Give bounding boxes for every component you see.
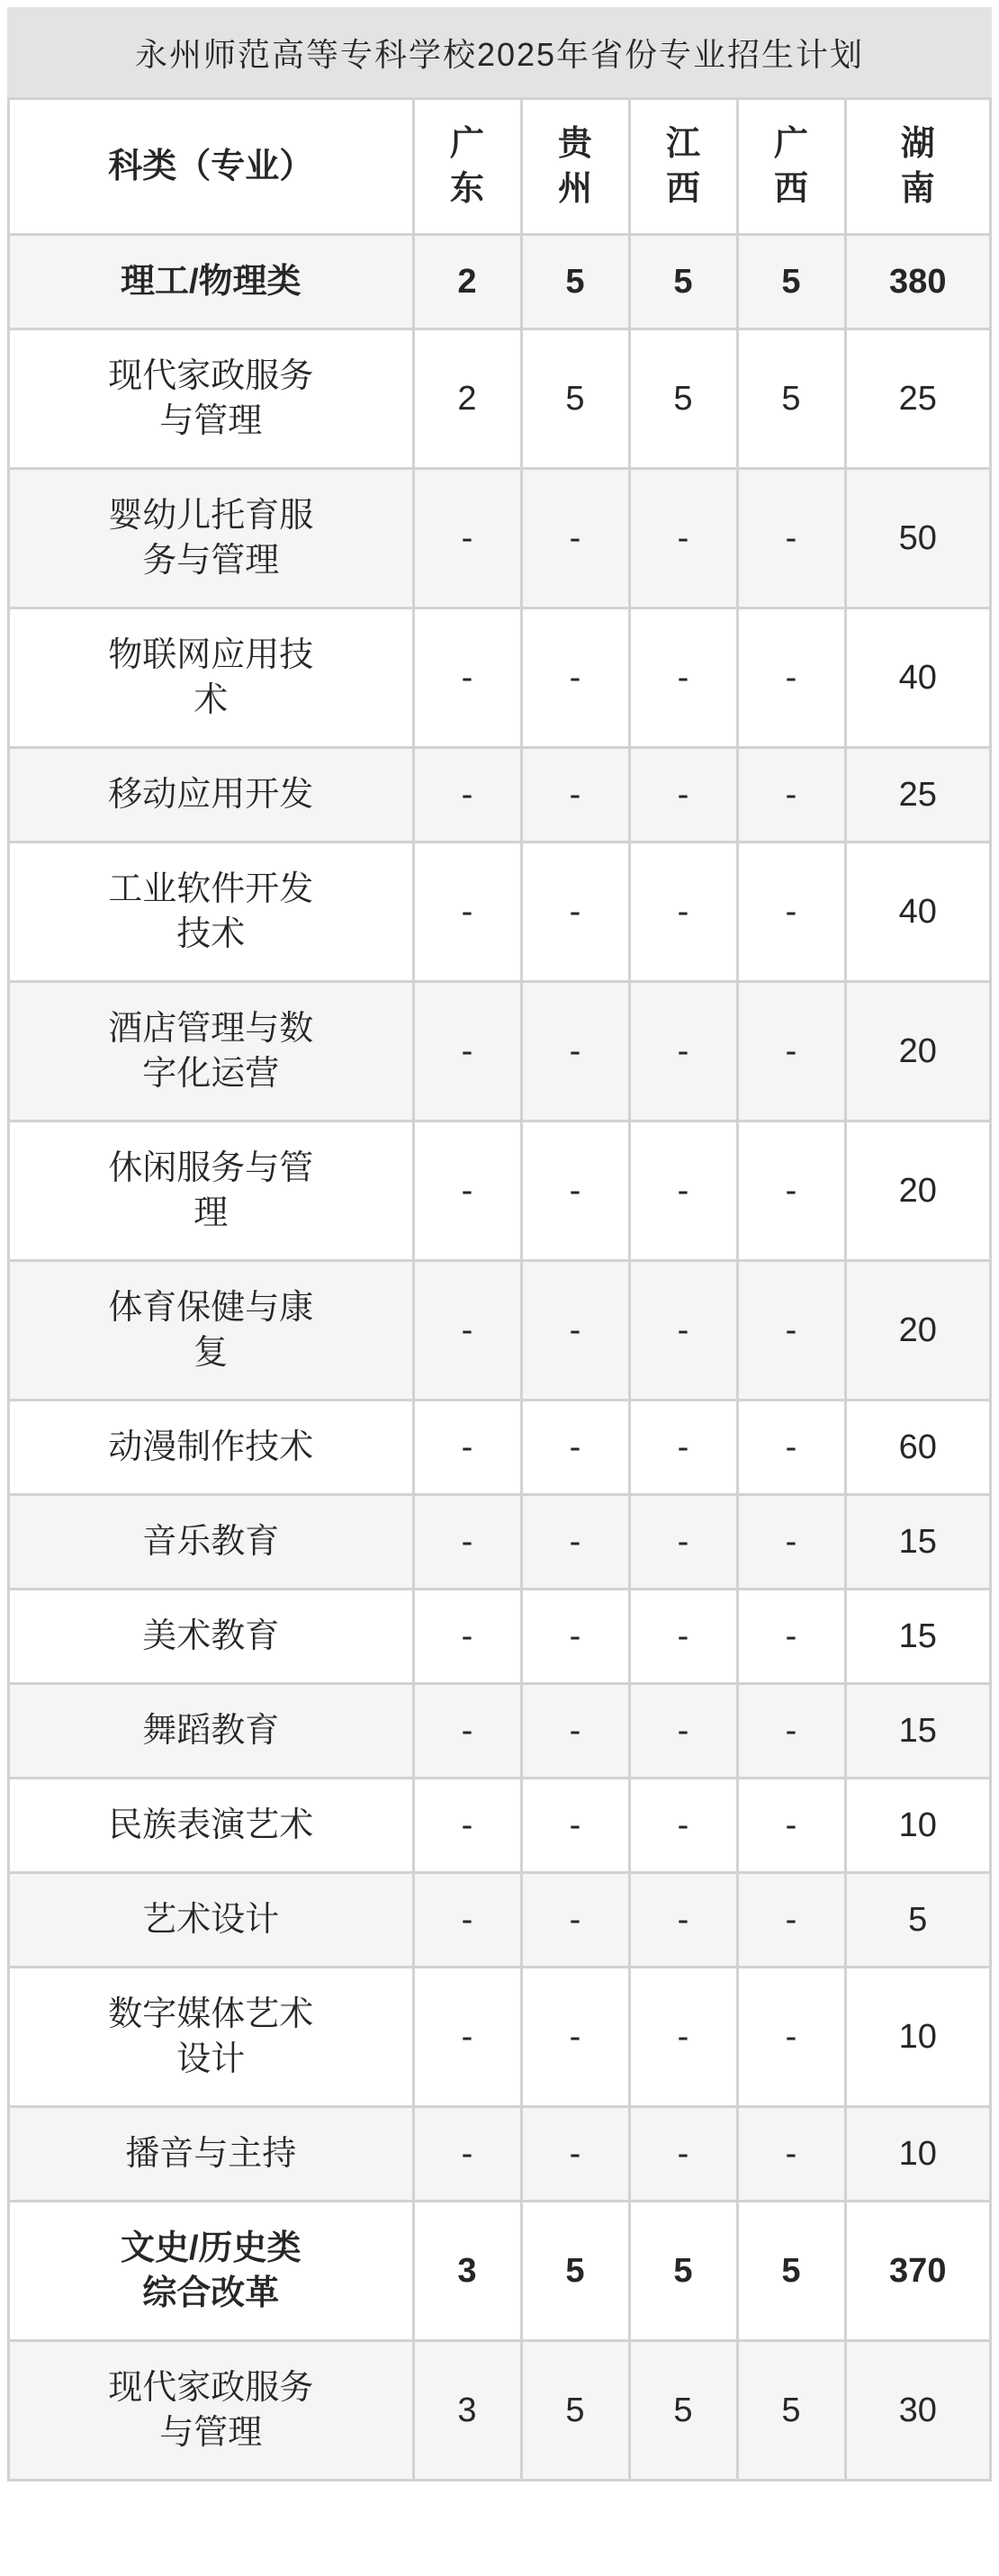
plan-value-cell: - <box>413 1684 521 1779</box>
plan-value-cell: - <box>737 1873 845 1968</box>
plan-value-cell: - <box>737 1495 845 1590</box>
plan-value-cell: - <box>413 1401 521 1495</box>
major-label-cell <box>9 1590 414 1684</box>
plan-value-cell: - <box>521 1779 629 1873</box>
major-label: 婴幼儿托育服务与管理 <box>108 497 314 580</box>
table-row <box>9 1261 991 1401</box>
plan-value-cell: - <box>521 982 629 1121</box>
major-label: 播音与主持 <box>125 2135 297 2173</box>
major-label-cell <box>9 1873 414 1968</box>
plan-value-cell: 25 <box>845 329 991 469</box>
major-label: 理工/物理类 <box>120 263 302 301</box>
table-row <box>9 469 991 608</box>
major-label-cell <box>9 235 414 329</box>
major-label: 文史/历史类综合改革 <box>120 2229 302 2312</box>
admission-plan-table <box>7 97 992 2481</box>
plan-value-cell: - <box>629 1684 737 1779</box>
plan-value-cell: 60 <box>845 1401 991 1495</box>
plan-value-cell: 5 <box>521 2341 629 2481</box>
plan-value-cell: 3 <box>413 2202 521 2341</box>
plan-value-cell: - <box>521 842 629 982</box>
major-label-cell <box>9 329 414 469</box>
plan-value-cell: - <box>521 1495 629 1590</box>
plan-value-cell: - <box>521 2107 629 2202</box>
plan-value-cell: - <box>737 1779 845 1873</box>
major-label-cell <box>9 2107 414 2202</box>
plan-value-cell: - <box>737 748 845 842</box>
plan-value-cell: - <box>413 842 521 982</box>
plan-value-cell: - <box>737 1590 845 1684</box>
plan-value-cell: - <box>737 1968 845 2107</box>
category-header-label: 科类（专业） <box>108 148 314 185</box>
major-label-cell <box>9 748 414 842</box>
major-label: 工业软件开发技术 <box>108 870 314 953</box>
plan-value-cell: - <box>521 748 629 842</box>
plan-value-cell: - <box>413 1121 521 1261</box>
major-label-cell <box>9 1401 414 1495</box>
province-header-cell <box>413 99 521 235</box>
plan-value-cell: 5 <box>629 2341 737 2481</box>
plan-value-cell: - <box>413 608 521 748</box>
province-header-cell <box>521 99 629 235</box>
table-row <box>9 1495 991 1590</box>
plan-value-cell: - <box>629 1779 737 1873</box>
major-label-cell <box>9 1261 414 1401</box>
plan-value-cell: 5 <box>737 2341 845 2481</box>
province-header-cell <box>845 99 991 235</box>
plan-value-cell: - <box>413 1873 521 1968</box>
major-label-cell <box>9 2341 414 2481</box>
plan-value-cell: - <box>629 1261 737 1401</box>
table-row <box>9 1873 991 1968</box>
major-label-cell <box>9 1968 414 2107</box>
table-body <box>9 235 991 2481</box>
province-header-label: 广东 <box>449 125 484 208</box>
plan-value-cell: 5 <box>737 235 845 329</box>
major-label: 移动应用开发 <box>108 776 314 814</box>
plan-value-cell: - <box>629 2107 737 2202</box>
plan-value-cell: - <box>521 1873 629 1968</box>
plan-value-cell: - <box>413 982 521 1121</box>
plan-value-cell: 2 <box>413 329 521 469</box>
plan-value-cell: 15 <box>845 1495 991 1590</box>
plan-value-cell: - <box>629 1873 737 1968</box>
plan-value-cell: 10 <box>845 1968 991 2107</box>
table-row <box>9 2202 991 2341</box>
plan-value-cell: 5 <box>629 2202 737 2341</box>
major-label: 民族表演艺术 <box>108 1806 314 1844</box>
plan-value-cell: 40 <box>845 842 991 982</box>
plan-value-cell: - <box>737 469 845 608</box>
plan-value-cell: 20 <box>845 1261 991 1401</box>
plan-value-cell: - <box>521 469 629 608</box>
table-row <box>9 1590 991 1684</box>
plan-value-cell: - <box>521 1590 629 1684</box>
plan-value-cell: 5 <box>521 329 629 469</box>
table-row <box>9 1121 991 1261</box>
title-bar <box>7 7 992 97</box>
plan-value-cell: 30 <box>845 2341 991 2481</box>
table-row <box>9 608 991 748</box>
plan-value-cell: 5 <box>629 329 737 469</box>
plan-value-cell: 5 <box>521 2202 629 2341</box>
major-label: 酒店管理与数字化运营 <box>108 1010 314 1093</box>
plan-value-cell: 10 <box>845 1779 991 1873</box>
plan-value-cell: 20 <box>845 982 991 1121</box>
table-row <box>9 982 991 1121</box>
plan-value-cell: 5 <box>845 1873 991 1968</box>
plan-value-cell: 10 <box>845 2107 991 2202</box>
major-label-cell <box>9 1495 414 1590</box>
plan-value-cell: - <box>413 1590 521 1684</box>
plan-value-cell: 2 <box>413 235 521 329</box>
plan-value-cell: - <box>629 1401 737 1495</box>
plan-value-cell: - <box>629 1968 737 2107</box>
plan-value-cell: - <box>737 982 845 1121</box>
table-row <box>9 1401 991 1495</box>
major-label-cell <box>9 842 414 982</box>
major-label: 动漫制作技术 <box>108 1428 314 1466</box>
plan-value-cell: 20 <box>845 1121 991 1261</box>
table-row <box>9 1684 991 1779</box>
plan-value-cell: 15 <box>845 1684 991 1779</box>
province-header-label: 贵州 <box>557 125 592 208</box>
plan-value-cell: 3 <box>413 2341 521 2481</box>
plan-value-cell: - <box>413 1261 521 1401</box>
plan-value-cell: - <box>521 608 629 748</box>
plan-value-cell: - <box>521 1968 629 2107</box>
plan-value-cell: - <box>413 469 521 608</box>
plan-value-cell: 40 <box>845 608 991 748</box>
plan-value-cell: - <box>629 842 737 982</box>
plan-value-cell: - <box>521 1261 629 1401</box>
major-label: 舞蹈教育 <box>142 1712 280 1750</box>
plan-value-cell: - <box>737 842 845 982</box>
major-label: 艺术设计 <box>142 1901 280 1939</box>
plan-value-cell: - <box>629 608 737 748</box>
plan-value-cell: - <box>413 1968 521 2107</box>
plan-value-cell: - <box>629 1495 737 1590</box>
province-header-label: 广西 <box>773 125 808 208</box>
plan-value-cell: 370 <box>845 2202 991 2341</box>
major-label-cell <box>9 1121 414 1261</box>
major-label-cell <box>9 982 414 1121</box>
major-label: 物联网应用技术 <box>108 636 314 719</box>
plan-value-cell: - <box>629 1590 737 1684</box>
table-row <box>9 748 991 842</box>
plan-value-cell: 25 <box>845 748 991 842</box>
major-label: 现代家政服务与管理 <box>108 357 314 440</box>
plan-value-cell: - <box>629 982 737 1121</box>
major-label-cell <box>9 2202 414 2341</box>
table-row <box>9 1968 991 2107</box>
major-label-cell <box>9 469 414 608</box>
major-label: 休闲服务与管理 <box>108 1149 314 1232</box>
plan-value-cell: - <box>413 2107 521 2202</box>
province-header-label: 江西 <box>665 125 700 208</box>
plan-value-cell: - <box>413 748 521 842</box>
major-label: 体育保健与康复 <box>108 1289 314 1372</box>
plan-value-cell: - <box>629 1121 737 1261</box>
province-header-cell <box>737 99 845 235</box>
category-header-cell <box>9 99 414 235</box>
major-label-cell <box>9 1779 414 1873</box>
plan-value-cell: - <box>629 748 737 842</box>
plan-value-cell: 5 <box>521 235 629 329</box>
plan-value-cell: 5 <box>737 329 845 469</box>
table-row <box>9 2341 991 2481</box>
plan-value-cell: 5 <box>629 235 737 329</box>
plan-value-cell: - <box>521 1401 629 1495</box>
table-row <box>9 235 991 329</box>
major-label: 数字媒体艺术设计 <box>108 1995 314 2078</box>
plan-value-cell: - <box>737 2107 845 2202</box>
plan-value-cell: - <box>413 1779 521 1873</box>
major-label-cell <box>9 608 414 748</box>
province-header-label: 湖南 <box>900 125 935 208</box>
major-label: 美术教育 <box>142 1617 280 1655</box>
plan-value-cell: - <box>413 1495 521 1590</box>
header-row <box>9 99 991 235</box>
page-title: 永州师范高等专科学校2025年省份专业招生计划 <box>134 35 865 73</box>
plan-value-cell: - <box>521 1684 629 1779</box>
plan-value-cell: 5 <box>737 2202 845 2341</box>
plan-value-cell: - <box>737 1401 845 1495</box>
table-row <box>9 2107 991 2202</box>
table-row <box>9 1779 991 1873</box>
plan-value-cell: 380 <box>845 235 991 329</box>
plan-value-cell: - <box>737 1121 845 1261</box>
plan-value-cell: - <box>737 1684 845 1779</box>
major-label: 音乐教育 <box>142 1523 280 1561</box>
plan-value-cell: - <box>629 469 737 608</box>
plan-value-cell: - <box>737 608 845 748</box>
province-header-cell <box>629 99 737 235</box>
plan-value-cell: 15 <box>845 1590 991 1684</box>
table-row <box>9 329 991 469</box>
table-row <box>9 842 991 982</box>
plan-value-cell: - <box>737 1261 845 1401</box>
plan-value-cell: - <box>521 1121 629 1261</box>
major-label: 现代家政服务与管理 <box>108 2369 314 2452</box>
major-label-cell <box>9 1684 414 1779</box>
plan-value-cell: 50 <box>845 469 991 608</box>
